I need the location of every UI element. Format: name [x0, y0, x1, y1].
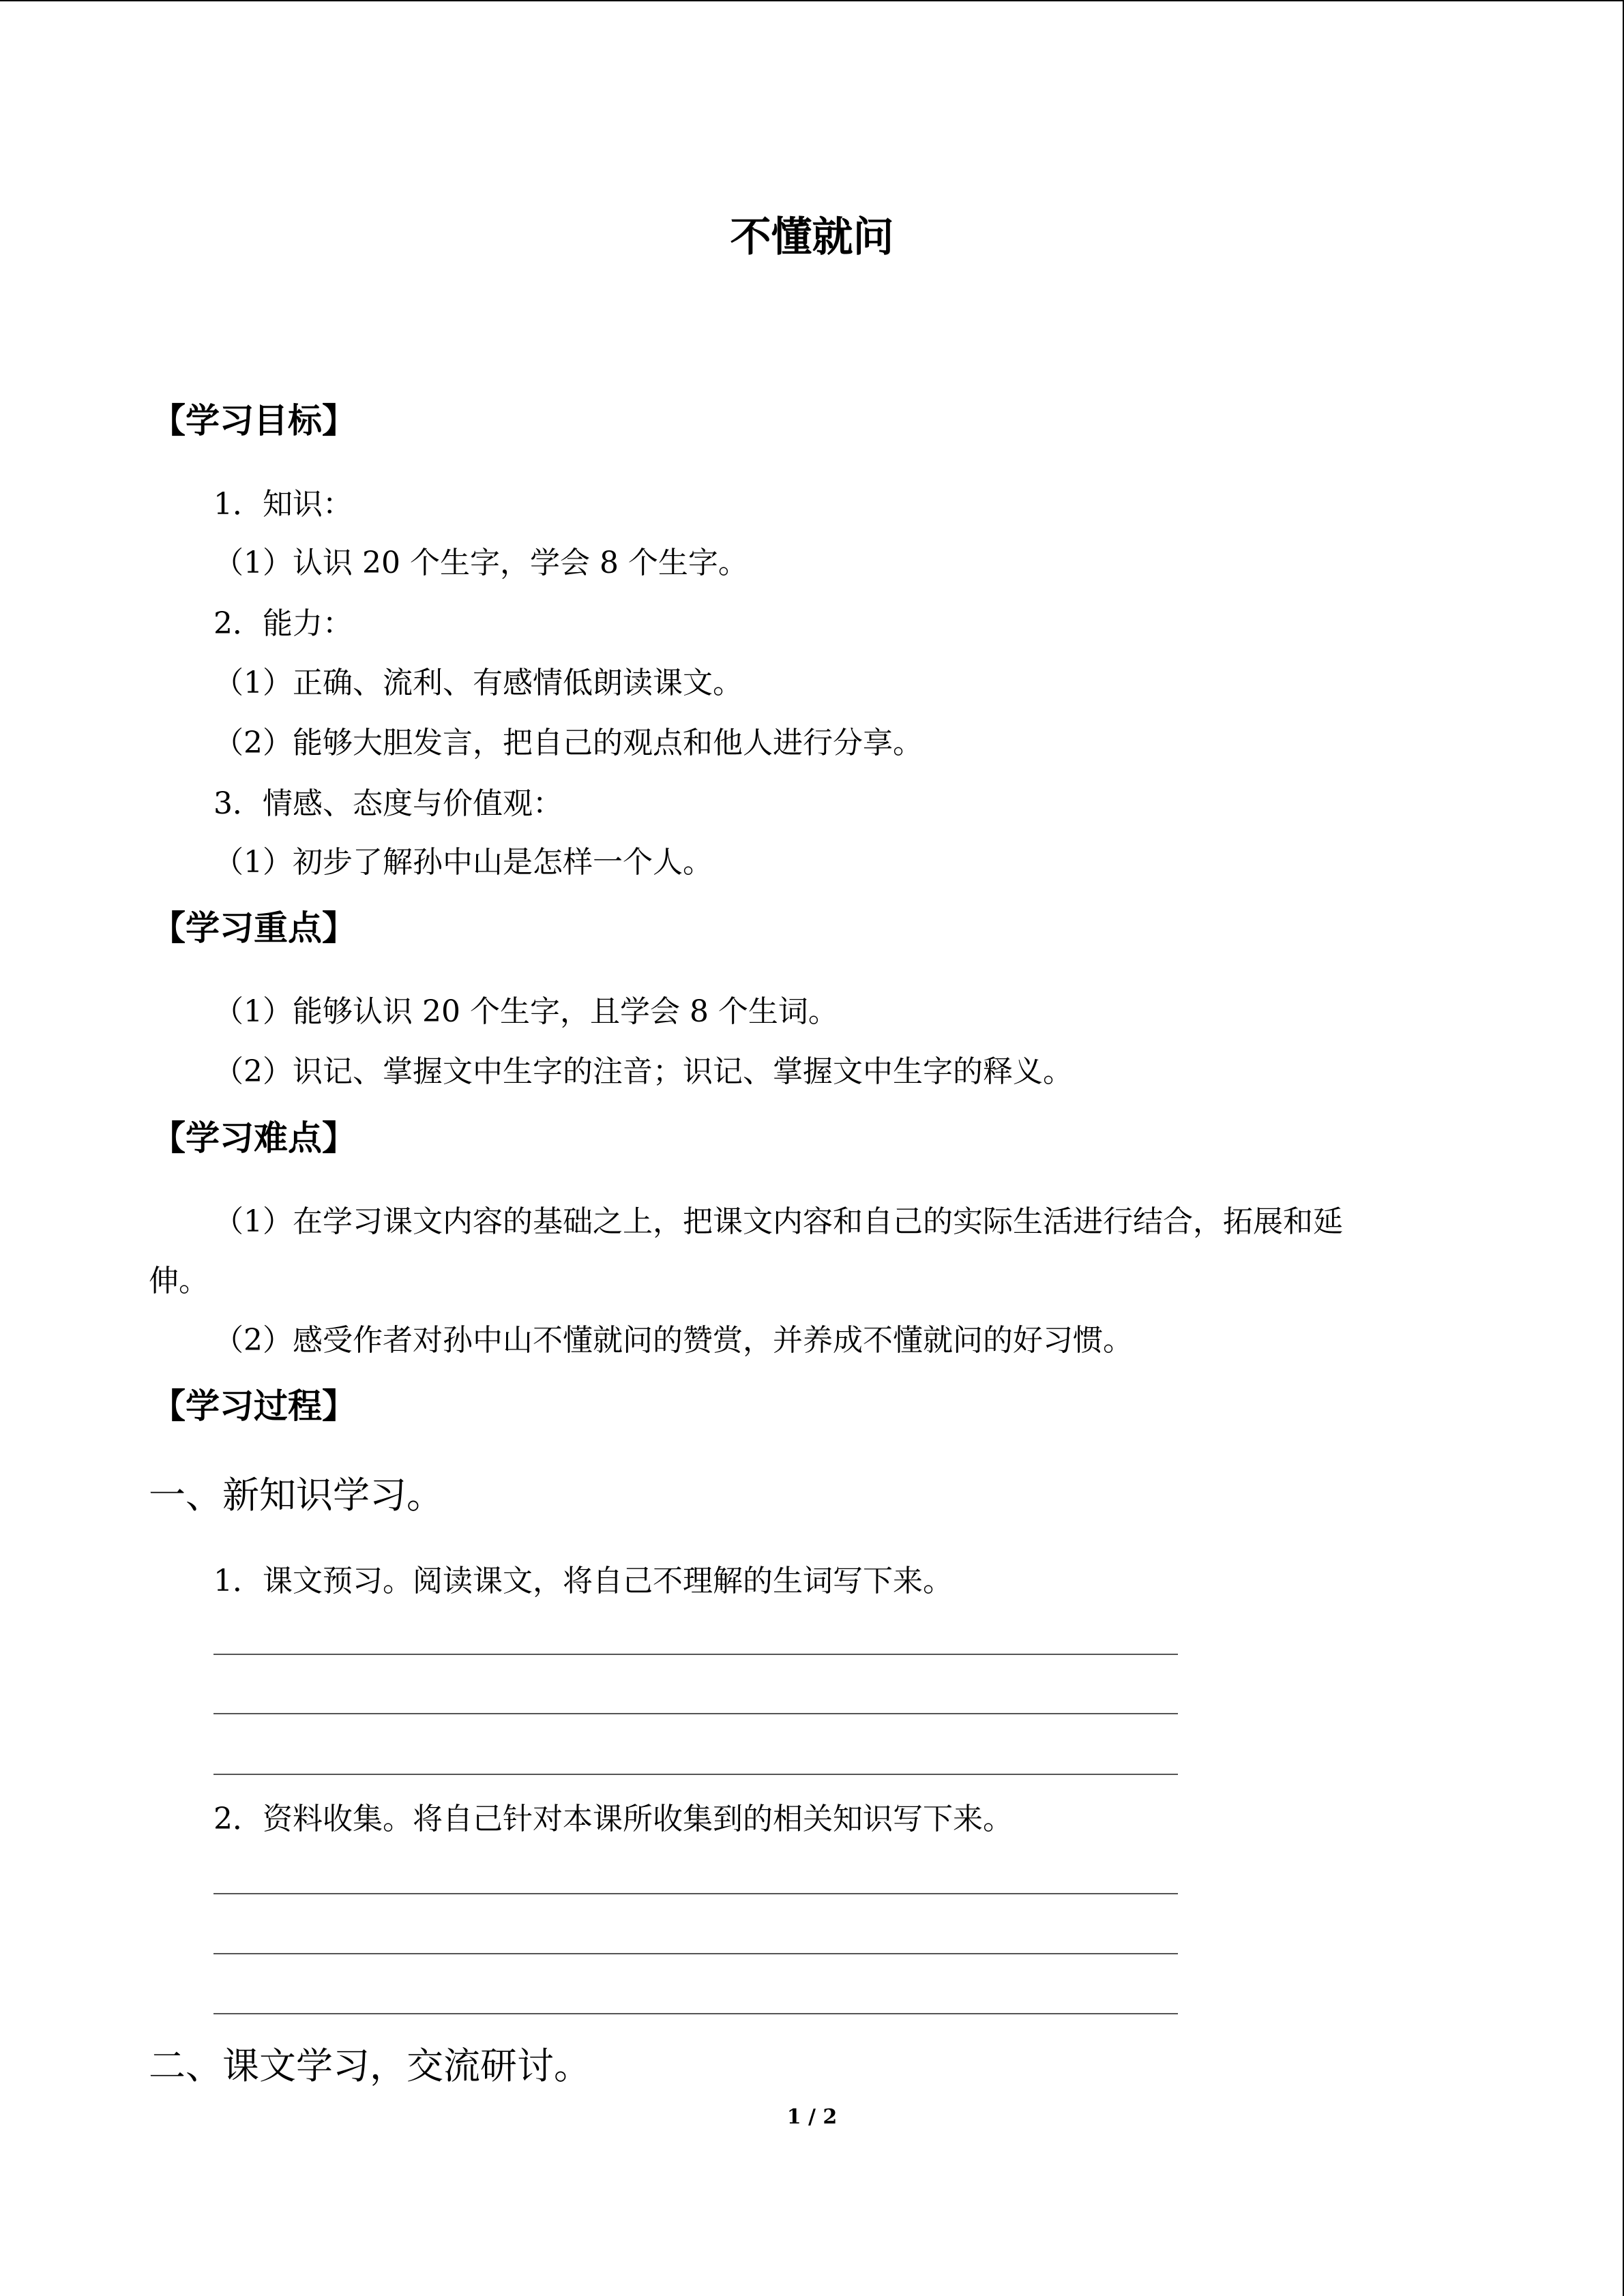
part2-title: 二、课文学习，交流研讨。	[149, 2044, 591, 2087]
answer-line[interactable]	[213, 1893, 1178, 1894]
goals-knowledge-label: 1．知识：	[213, 487, 353, 522]
difficulties-heading: 【学习难点】	[151, 1118, 356, 1158]
difficulties-item: （2）感受作者对孙中山不懂就问的赞赏，并养成不懂就问的好习惯。	[213, 1323, 1133, 1358]
page-title: 不懂就问	[730, 213, 894, 261]
task2-text: 2．资料收集。将自己针对本课所收集到的相关知识写下来。	[213, 1802, 1013, 1836]
goals-emotion-item: （1）初步了解孙中山是怎样一个人。	[213, 845, 713, 880]
answer-line[interactable]	[213, 1713, 1178, 1714]
difficulties-item-line: 伸。	[149, 1264, 209, 1298]
goals-knowledge-item: （1）认识 20 个生字，学会 8 个生字。	[213, 546, 748, 580]
part1-title: 一、新知识学习。	[149, 1474, 443, 1517]
answer-line[interactable]	[213, 2013, 1178, 2014]
goals-ability-item: （2）能够大胆发言，把自己的观点和他人进行分享。	[213, 726, 923, 760]
answer-line[interactable]	[213, 1654, 1178, 1655]
difficulties-item-line: （1）在学习课文内容的基础之上，把课文内容和自己的实际生活进行结合，拓展和延	[213, 1204, 1343, 1239]
goals-ability-item: （1）正确、流利、有感情低朗读课文。	[213, 666, 743, 700]
answer-line[interactable]	[213, 1953, 1178, 1954]
key-points-item: （1）能够认识 20 个生字，且学会 8 个生词。	[213, 994, 838, 1029]
goals-ability-label: 2．能力：	[213, 606, 353, 641]
goals-heading: 【学习目标】	[151, 401, 356, 441]
task1-text: 1．课文预习。阅读课文，将自己不理解的生词写下来。	[213, 1564, 953, 1598]
key-points-heading: 【学习重点】	[151, 908, 356, 948]
key-points-item: （2）识记、掌握文中生字的注音；识记、掌握文中生字的释义。	[213, 1054, 1073, 1089]
page-number: 1 / 2	[786, 2105, 838, 2129]
process-heading: 【学习过程】	[151, 1386, 356, 1426]
goals-emotion-label: 3．情感、态度与价值观：	[213, 786, 563, 821]
answer-line[interactable]	[213, 1774, 1178, 1775]
